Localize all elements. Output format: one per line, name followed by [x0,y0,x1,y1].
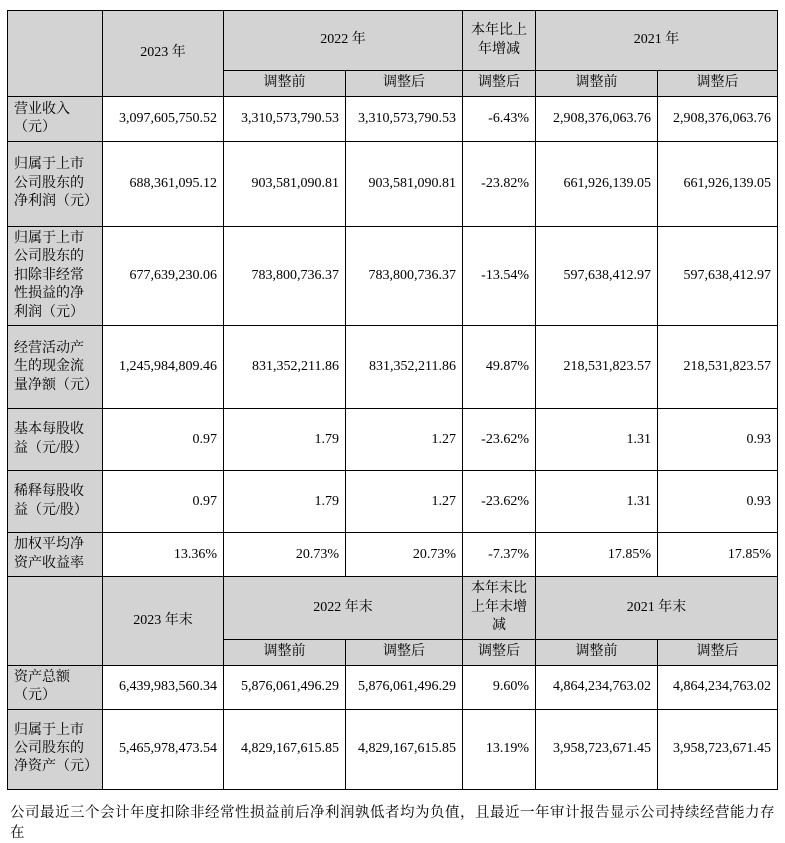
cell-change: 49.87% [463,326,536,409]
cell-2022-post: 5,876,061,496.29 [346,665,463,709]
cell-2022-post: 1.27 [346,471,463,533]
cell-2021-post: 4,864,234,763.02 [658,665,778,709]
cell-2021-post: 218,531,823.57 [658,326,778,409]
cell-change: 9.60% [463,665,536,709]
cell-2022-pre: 1.79 [224,409,346,471]
cell-2021-pre: 1.31 [536,471,658,533]
cell-2021-post: 17.85% [658,533,778,577]
table-row-total-assets [8,665,778,709]
cell-2023: 0.97 [103,471,224,533]
cell-2022-pre: 831,352,211.86 [224,326,346,409]
cell-2021-pre: 218,531,823.57 [536,326,658,409]
cell-change: -13.54% [463,227,536,326]
table-row-basic-eps [8,409,778,471]
annual-corner-cell [8,11,103,97]
row-label: 资产总额（元） [8,665,103,709]
row-label: 经营活动产生的现金流量净额（元） [8,326,103,409]
cell-2023: 688,361,095.12 [103,142,224,227]
cell-2022-post: 783,800,736.37 [346,227,463,326]
cell-2022-post: 3,310,573,790.53 [346,97,463,142]
period-end-col-header-2021: 2021 年末 [536,577,778,639]
period-end-subheader-2022-post: 调整后 [346,639,463,665]
annual-col-header-2023: 2023 年 [103,11,224,97]
cell-2021-pre: 3,958,723,671.45 [536,709,658,789]
cell-change: 13.19% [463,709,536,789]
cell-2022-post: 4,829,167,615.85 [346,709,463,789]
cell-2022-pre: 4,829,167,615.85 [224,709,346,789]
cell-2021-pre: 2,908,376,063.76 [536,97,658,142]
annual-subheader-2021-pre: 调整前 [536,71,658,97]
row-label: 稀释每股收益（元/股） [8,471,103,533]
cell-change: -6.43% [463,97,536,142]
cell-2021-pre: 4,864,234,763.02 [536,665,658,709]
cell-2021-pre: 661,926,139.05 [536,142,658,227]
financial-summary-table [7,10,778,790]
cell-2021-post: 661,926,139.05 [658,142,778,227]
cell-2023: 1,245,984,809.46 [103,326,224,409]
cell-2022-post: 20.73% [346,533,463,577]
row-label: 基本每股收益（元/股） [8,409,103,471]
annual-subheader-change-post: 调整后 [463,71,536,97]
period-end-col-header-2023: 2023 年末 [103,577,224,665]
row-label: 营业收入（元） [8,97,103,142]
table-row-diluted-eps [8,471,778,533]
cell-2022-pre: 3,310,573,790.53 [224,97,346,142]
table-row-weighted-avg-roe [8,533,778,577]
row-label: 加权平均净资产收益率 [8,533,103,577]
cell-change: -7.37% [463,533,536,577]
cell-2023: 3,097,605,750.52 [103,97,224,142]
cell-2021-post: 3,958,723,671.45 [658,709,778,789]
period-end-col-header-2022: 2022 年末 [224,577,463,639]
cell-2021-pre: 597,638,412.97 [536,227,658,326]
table-row-revenue [8,97,778,142]
cell-2021-post: 2,908,376,063.76 [658,97,778,142]
cell-2022-pre: 783,800,736.37 [224,227,346,326]
annual-subheader-2022-pre: 调整前 [224,71,346,97]
cell-2021-post: 0.93 [658,409,778,471]
table-row-operating-cash-flow [8,326,778,409]
row-label: 归属于上市公司股东的净利润（元） [8,142,103,227]
table-row-net-profit [8,142,778,227]
table-row-net-assets [8,709,778,789]
period-end-header-row [8,577,778,639]
cell-2022-pre: 5,876,061,496.29 [224,665,346,709]
annual-col-header-change: 本年比上年增减 [463,11,536,71]
cell-2023: 677,639,230.06 [103,227,224,326]
footer-note: 公司最近三个会计年度扣除非经常性损益前后净利润孰低者均为负值，且最近一年审计报告显示公司持续经营能力存在 [10,804,775,842]
period-end-subheader-change-post: 调整后 [463,639,536,665]
period-end-col-header-change: 本年末比上年末增减 [463,577,536,639]
cell-2022-pre: 903,581,090.81 [224,142,346,227]
row-label: 归属于上市公司股东的净资产（元） [8,709,103,789]
annual-col-header-2021: 2021 年 [536,11,778,71]
annual-subheader-2021-post: 调整后 [658,71,778,97]
cell-2021-pre: 17.85% [536,533,658,577]
cell-2022-post: 1.27 [346,409,463,471]
cell-2023: 0.97 [103,409,224,471]
cell-2023: 13.36% [103,533,224,577]
annual-header-row [8,11,778,71]
period-end-subheader-2021-pre: 调整前 [536,639,658,665]
cell-change: -23.82% [463,142,536,227]
cell-change: -23.62% [463,471,536,533]
cell-2023: 5,465,978,473.54 [103,709,224,789]
period-end-subheader-2022-pre: 调整前 [224,639,346,665]
table-row-net-profit-excl-nonrecurring [8,227,778,326]
annual-col-header-2022: 2022 年 [224,11,463,71]
cell-2021-post: 597,638,412.97 [658,227,778,326]
cell-2022-pre: 1.79 [224,471,346,533]
period-end-corner-cell [8,577,103,665]
cell-2022-pre: 20.73% [224,533,346,577]
annual-subheader-2022-post: 调整后 [346,71,463,97]
cell-change: -23.62% [463,409,536,471]
cell-2022-post: 831,352,211.86 [346,326,463,409]
cell-2023: 6,439,983,560.34 [103,665,224,709]
period-end-subheader-2021-post: 调整后 [658,639,778,665]
cell-2021-post: 0.93 [658,471,778,533]
row-label: 归属于上市公司股东的扣除非经常性损益的净利润（元） [8,227,103,326]
cell-2021-pre: 1.31 [536,409,658,471]
cell-2022-post: 903,581,090.81 [346,142,463,227]
